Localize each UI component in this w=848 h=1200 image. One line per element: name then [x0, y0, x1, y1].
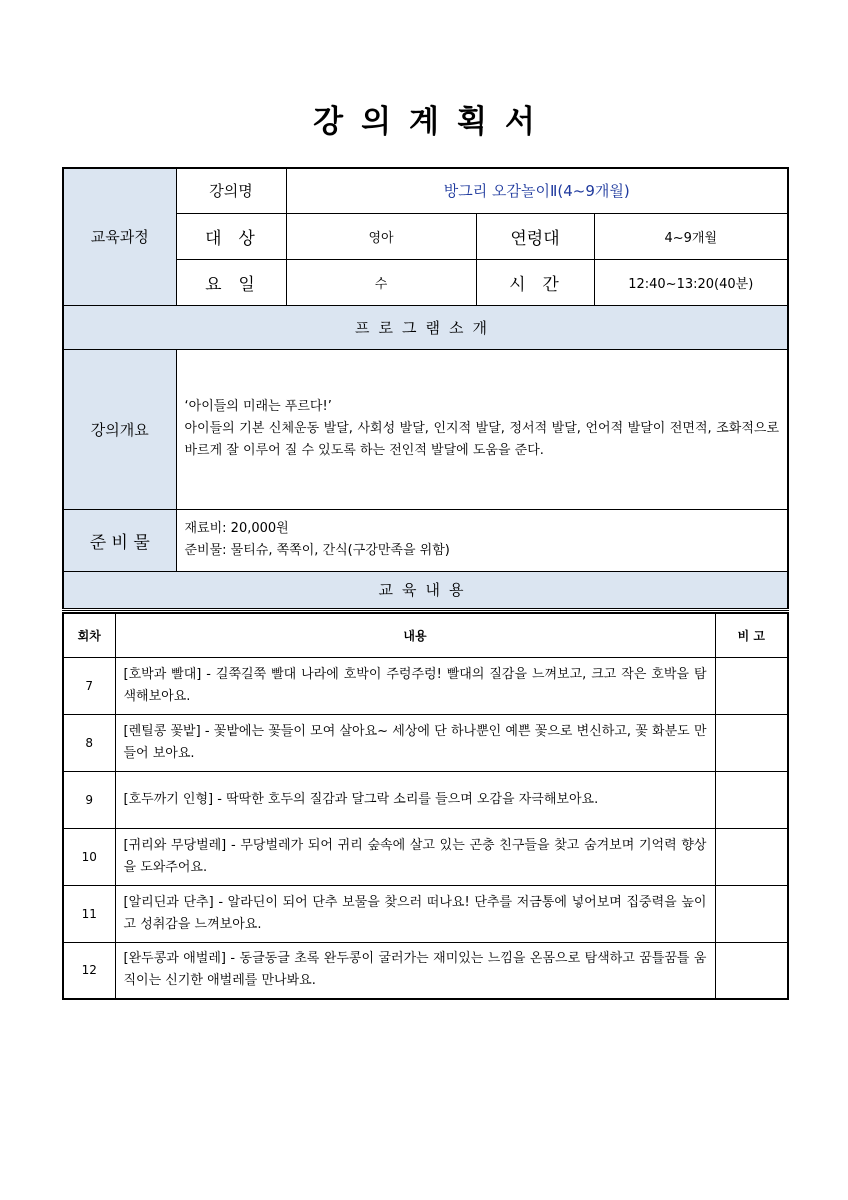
session-number: 10	[63, 828, 115, 885]
table-row	[63, 657, 788, 714]
table-row	[63, 714, 788, 771]
session-number: 12	[63, 942, 115, 999]
day-label: 요 일	[176, 259, 286, 305]
session-content: [호박과 빨대] - 길쭉길쭉 빨대 나라에 호박이 주렁주렁! 빨대의 질감을 느껴보고, 크고 작은 호박을 탐색해보아요.	[115, 657, 715, 714]
session-content: [알리딘과 단추] - 알라딘이 되어 단추 보물을 찾으러 떠나요! 단추를 저금통에 넣어보며 집중력을 높이고 성취감을 느껴보아요.	[115, 885, 715, 942]
time-value: 12:40~13:20(40분)	[594, 259, 788, 305]
session-note	[715, 942, 788, 999]
table-row	[63, 771, 788, 828]
table-row	[63, 942, 788, 999]
materials-line-2: 준비물: 물티슈, 쪽쪽이, 간식(구강만족을 위함)	[184, 543, 450, 558]
session-note	[715, 771, 788, 828]
materials-text	[176, 509, 788, 571]
session-content: [귀리와 무당벌레] - 무당벌레가 되어 귀리 숲속에 살고 있는 곤충 친구들을 찾고 숨겨보며 기억력 향상을 도와주어요.	[115, 828, 715, 885]
session-note	[715, 714, 788, 771]
target-value: 영아	[286, 213, 476, 259]
target-label: 대 상	[176, 213, 286, 259]
materials-label: 준 비 물	[63, 509, 176, 571]
table-row	[63, 885, 788, 942]
schedule-table	[62, 612, 789, 1000]
age-label: 연령대	[476, 213, 594, 259]
table-row	[63, 828, 788, 885]
overview-line-2: 아이들의 기본 신체운동 발달, 사회성 발달, 인지적 발달, 정서적 발달, 언어적 발달이 전면적, 조화적으로 바르게 잘 이루어 질 수 있도록 하는 전인적 발달에 도움을 준다.	[184, 421, 780, 458]
day-value: 수	[286, 259, 476, 305]
session-number: 9	[63, 771, 115, 828]
course-info-table	[62, 167, 789, 611]
session-number: 11	[63, 885, 115, 942]
education-content-heading: 교육내용	[63, 571, 788, 609]
age-value: 4~9개월	[594, 213, 788, 259]
session-content: [호두까기 인형] - 딱딱한 호두의 질감과 달그락 소리를 들으며 오감을 자극해보아요.	[115, 771, 715, 828]
overview-text	[176, 349, 788, 509]
schedule-header-row	[63, 613, 788, 657]
page-title: 강의계획서	[313, 104, 553, 140]
overview-label: 강의개요	[63, 349, 176, 509]
time-label: 시 간	[476, 259, 594, 305]
content-header: 내용	[115, 613, 715, 657]
program-intro-heading: 프로그램소개	[63, 305, 788, 349]
session-note	[715, 657, 788, 714]
course-name-label: 강의명	[176, 168, 286, 213]
session-content: [렌틸콩 꽃밭] - 꽃밭에는 꽃들이 모여 살아요~ 세상에 단 하나뿐인 예쁜 꽃으로 변신하고, 꽃 화분도 만들어 보아요.	[115, 714, 715, 771]
course-name-value: 방그리 오감놀이Ⅱ(4~9개월)	[286, 168, 788, 213]
session-number: 8	[63, 714, 115, 771]
materials-line-1: 재료비: 20,000원	[184, 521, 289, 536]
overview-line-1: ‘아이들의 미래는 푸르다!’	[184, 399, 332, 414]
session-note	[715, 885, 788, 942]
session-header: 회차	[63, 613, 115, 657]
note-header: 비 고	[715, 613, 788, 657]
session-note	[715, 828, 788, 885]
session-number: 7	[63, 657, 115, 714]
course-group-label: 교육과정	[63, 168, 176, 305]
session-content: [완두콩과 애벌레] - 동글동글 초록 완두콩이 굴러가는 재미있는 느낌을 온몸으로 탐색하고 꿈틀꿈틀 움직이는 신기한 애벌레를 만나봐요.	[115, 942, 715, 999]
